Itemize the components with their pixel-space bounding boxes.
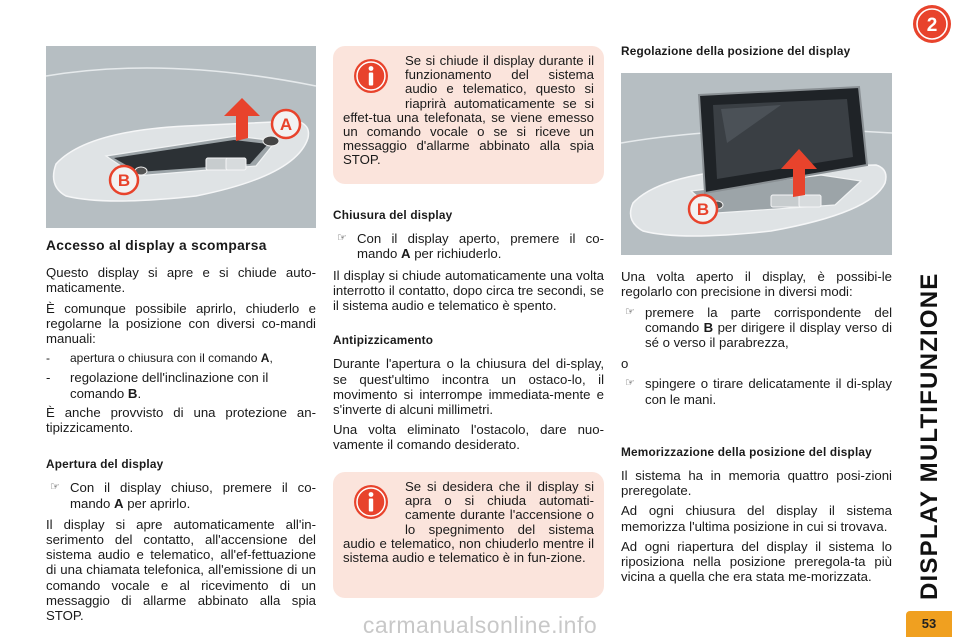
- or-text: o: [621, 356, 629, 372]
- column-middle: [333, 46, 604, 566]
- paragraph: Il display si apre automaticamente all'in-serimento del contatto, all'accensione del sistema audio e telematico, all'ef-fettuazione di una chiamata telefonica, all'emissione di un comando vocale e al ricevimento di un messaggio di allarme abbinato alla spia STOP.: [46, 516, 316, 624]
- paragraph: È anche provvisto di una protezione an-tipizzicamento.: [46, 404, 316, 436]
- bullet-item: ☞ spingere o tirare delicatamente il di-splay con le mani.: [625, 376, 892, 407]
- chapter-side-title: DISPLAY MULTIFUNZIONE: [916, 272, 943, 600]
- figure-open-display: [621, 73, 892, 255]
- info-box-reopen: [333, 46, 604, 184]
- hand-pointer-icon: ☞: [337, 232, 347, 245]
- hand-pointer-icon: ☞: [625, 377, 635, 390]
- bullet-item: ☞ Con il display aperto, premere il co-mando A per richiuderlo.: [337, 231, 604, 262]
- chapter-badge: [912, 4, 952, 44]
- closed-display-illustration: [46, 46, 316, 228]
- dash-item: - regolazione dell'inclinazione con il comando B.: [46, 370, 269, 401]
- subtitle-memory: Memorizzazione della posizione del display: [621, 444, 872, 459]
- hand-pointer-icon: ☞: [50, 481, 60, 494]
- paragraph: Una volta aperto il display, è possibi-le regolarlo con precisione in diversi modi:: [621, 269, 892, 300]
- subtitle-open: Apertura del display: [46, 457, 164, 472]
- paragraph: Durante l'apertura o la chiusura del di-splay, se quest'ultimo incontra un ostaco-lo, il movimento si interrompe immediata-mente e s'inverte di alcuni millimetri.: [333, 356, 604, 418]
- subtitle-anti-pinch: Antipizzicamento: [333, 333, 434, 348]
- label-a: A: [279, 115, 293, 134]
- figure-closed-display: [46, 46, 316, 228]
- dash-item: - apertura o chiusura con il comando A,: [46, 351, 273, 366]
- info-box-auto: [333, 472, 604, 598]
- paragraph: Questo display si apre e si chiude auto-maticamente.: [46, 265, 316, 296]
- label-b: B: [117, 171, 131, 190]
- bullet-item: ☞ Con il display chiuso, premere il co-mando A per aprirlo.: [50, 480, 316, 511]
- paragraph: Il display si chiude automaticamente una volta interrotto il contatto, dopo circa tre secondi, se il sistema audio e telematico è spento.: [333, 267, 604, 314]
- info-text: Se si chiude il display durante il funzionamento del sistema audio e telematico, questo si riaprirà automaticamente se si effet-tua una telefonata, se viene emesso un comando vocale o se si riceve un messaggio d'allarme abbinato alla spia STOP.: [343, 53, 594, 168]
- hand-pointer-icon: ☞: [625, 305, 635, 318]
- paragraph: Una volta eliminato l'ostacolo, dare nuo-vamente il comando desiderato.: [333, 422, 604, 453]
- column-right: [621, 44, 892, 589]
- paragraph: Ad ogni chiusura del display il sistema memorizza l'ultima posizione in cui si trovava.: [621, 503, 892, 534]
- open-display-illustration: [621, 73, 892, 255]
- info-text: Se si desidera che il display si apra o si chiuda automati-camente durante l'accensione o lo spegnimento del sistema audio e telematico, non chiuderlo mentre il sistema audio e telematico è in fun-zione.: [343, 479, 594, 566]
- subtitle-close: Chiusura del display: [333, 208, 453, 222]
- bullet-item: ☞ premere la parte corrispondente del comando B per dirigere il display verso di sé o verso il parabrezza,: [625, 304, 892, 351]
- info-icon: [353, 484, 389, 520]
- page-number: 53: [906, 611, 952, 637]
- paragraph: Il sistema ha in memoria quattro posi-zioni preregolate.: [621, 468, 892, 499]
- label-b: B: [696, 200, 710, 220]
- info-icon: [353, 58, 389, 94]
- column-left: [46, 46, 316, 628]
- paragraph: Ad ogni riapertura del display il sistema lo riposiziona nella posizione preregola-ta più vicina a quella che era stata me-morizzata.: [621, 538, 892, 585]
- watermark: carmanualsonline.info: [362, 612, 598, 638]
- chapter-number: 2: [926, 15, 938, 36]
- subtitle-adjust: Regolazione della posizione del display: [621, 44, 851, 58]
- section-title-access: Accesso al display a scomparsa: [46, 238, 267, 253]
- paragraph: È comunque possibile aprirlo, chiuderlo e regolarne la posizione con diversi co-mandi manuali:: [46, 300, 316, 347]
